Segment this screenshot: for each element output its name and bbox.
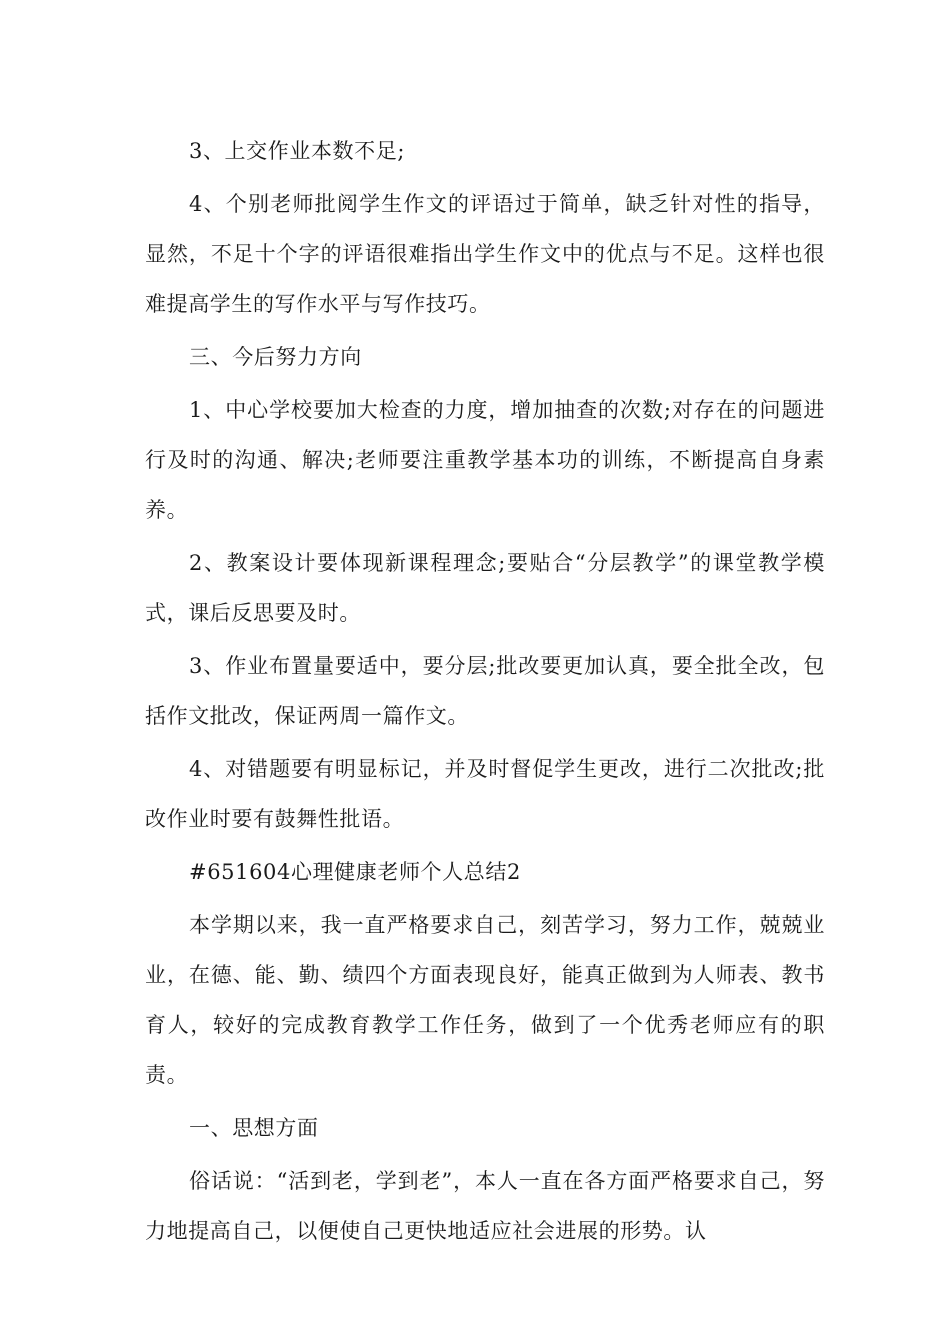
list-item: 2、教案设计要体现新课程理念;要贴合“分层教学”的课堂教学模式，课后反思要及时。: [145, 551, 825, 625]
section-heading: 一、思想方面: [189, 1116, 319, 1140]
list-item: 1、中心学校要加大检查的力度，增加抽查的次数;对存在的问题进行及时的沟通、解决;老师要注重教学基本功的训练，不断提高自身素养。: [145, 398, 825, 522]
document-title: #651604心理健康老师个人总结2: [189, 860, 521, 884]
document-body: [145, 126, 825, 1259]
section-heading: 三、今后努力方向: [189, 345, 362, 369]
list-item: 4、对错题要有明显标记，并及时督促学生更改，进行二次批改;批改作业时要有鼓舞性批语。: [145, 757, 825, 831]
list-item: 3、上交作业本数不足;: [189, 139, 406, 163]
list-item: 4、个别老师批阅学生作文的评语过于简单，缺乏针对性的指导，显然，不足十个字的评语很难指出学生作文中的优点与不足。这样也很难提高学生的写作水平与写作技巧。: [145, 192, 825, 316]
paragraph: 俗话说：“活到老，学到老”，本人一直在各方面严格要求自己，努力地提高自己，以便使自己更快地适应社会进展的形势。认: [145, 1169, 825, 1243]
list-item: 3、作业布置量要适中，要分层;批改要更加认真，要全批全改，包括作文批改，保证两周一篇作文。: [145, 654, 825, 728]
paragraph: 本学期以来，我一直严格要求自己，刻苦学习，努力工作，兢兢业业，在德、能、勤、绩四个方面表现良好，能真正做到为人师表、教书育人，较好的完成教育教学工作任务，做到了一个优秀老师应有的职责。: [145, 913, 825, 1087]
